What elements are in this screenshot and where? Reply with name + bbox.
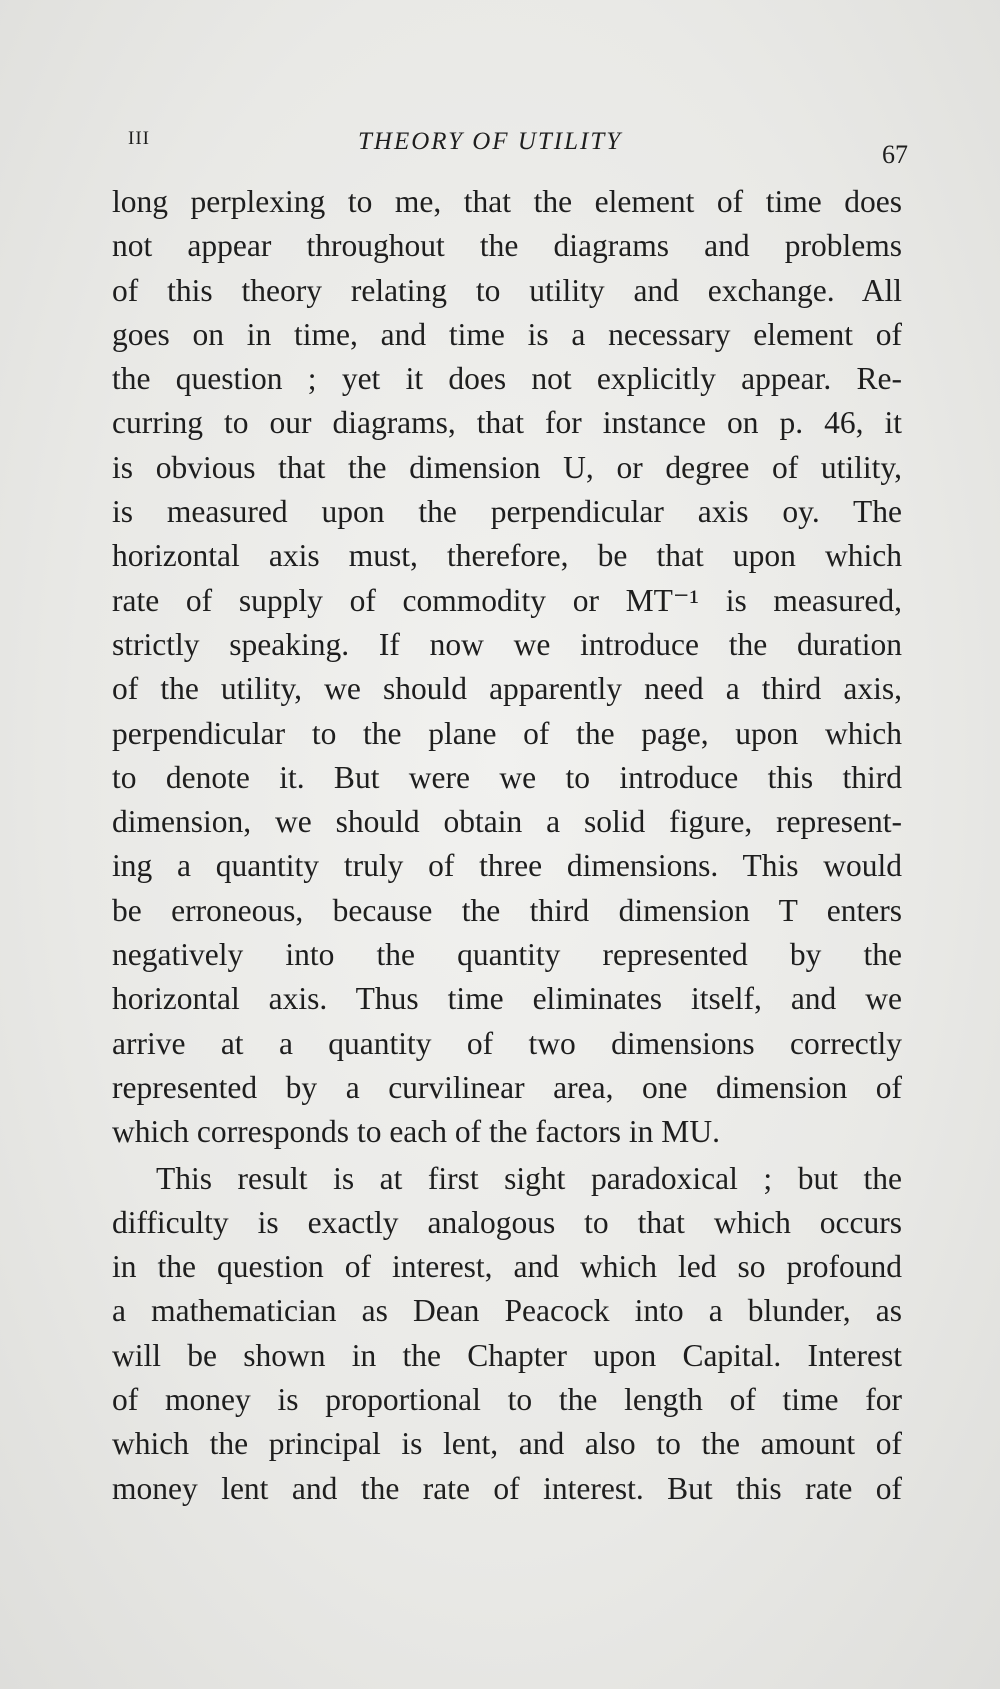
text-line: be erroneous, because the third dimension T enters — [112, 892, 902, 928]
text-line: not appear throughout the diagrams and problems — [112, 228, 902, 264]
running-head — [128, 128, 908, 168]
text-line: difficulty is exactly analogous to that which occurs — [112, 1204, 902, 1240]
text-line: represented by a curvilinear area, one dimension of — [112, 1069, 902, 1105]
text-line: in the question of interest, and which led so profound — [112, 1249, 902, 1285]
text-line: the question ; yet it does not explicitly appear. Re- — [112, 361, 902, 397]
text-line: which the principal is lent, and also to the amount of — [112, 1426, 902, 1462]
text-line: will be shown in the Chapter upon Capital. Interest — [112, 1337, 902, 1373]
text-line: dimension, we should obtain a solid figure, represent- — [112, 804, 902, 840]
paragraph — [112, 180, 902, 1155]
text-line: money lent and the rate of interest. But this rate of — [112, 1470, 902, 1506]
page-number: 67 — [882, 140, 908, 169]
text-line: a mathematician as Dean Peacock into a blunder, as — [112, 1293, 902, 1329]
text-line: of this theory relating to utility and exchange. All — [112, 272, 902, 308]
running-title: THEORY OF UTILITY — [358, 128, 623, 155]
text-line: to denote it. But were we to introduce this third — [112, 759, 902, 795]
text-line: negatively into the quantity represented by the — [112, 937, 902, 973]
text-line: is obvious that the dimension U, or degree of utility, — [112, 449, 902, 485]
text-line: rate of supply of commodity or MT⁻¹ is measured, — [112, 582, 902, 618]
text-line: horizontal axis must, therefore, be that upon which — [112, 538, 902, 574]
text-line: of money is proportional to the length of time for — [112, 1382, 902, 1418]
text-line: ing a quantity truly of three dimensions. This would — [112, 848, 902, 884]
text-line: curring to our diagrams, that for instance on p. 46, it — [112, 405, 902, 441]
text-line: horizontal axis. Thus time eliminates itself, and we — [112, 981, 902, 1017]
text-line: This result is at first sight paradoxical ; but the — [156, 1160, 902, 1196]
text-line: perpendicular to the plane of the page, upon which — [112, 715, 902, 751]
text-line: which corresponds to each of the factors in MU. — [112, 1114, 720, 1150]
text-line: arrive at a quantity of two dimensions correctly — [112, 1025, 902, 1061]
text-line: is measured upon the perpendicular axis oy. The — [112, 494, 902, 530]
paragraph — [112, 1157, 902, 1511]
text-line: of the utility, we should apparently need a third axis, — [112, 671, 902, 707]
body-text — [112, 180, 902, 1511]
chapter-number: III — [128, 128, 150, 149]
text-line: goes on in time, and time is a necessary element of — [112, 316, 902, 352]
text-line: long perplexing to me, that the element of time does — [112, 184, 902, 219]
text-line: strictly speaking. If now we introduce the duration — [112, 626, 902, 662]
